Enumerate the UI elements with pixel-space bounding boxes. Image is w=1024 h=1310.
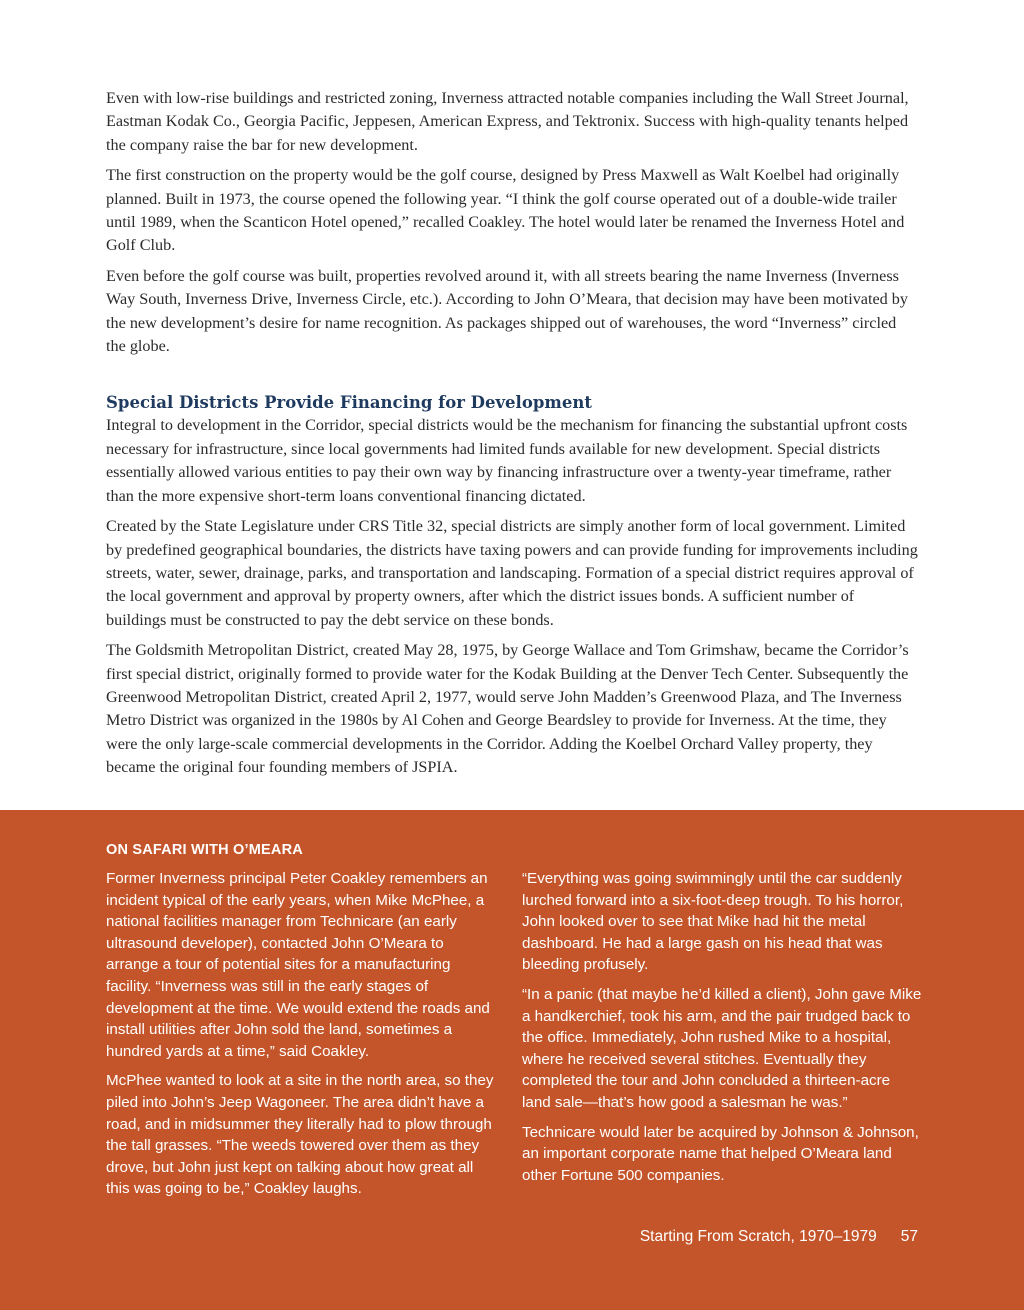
sidebar-column-right — [522, 868, 922, 1194]
body-paragraph: Even before the golf course was built, properties revolved around it, with all streets bearing the name Inverness (Inverness Way South, Inverness Drive, Inverness Circle, etc.). According to John O’Meara, that decision may have been motivated by the new development’s desire for name recognition. As packages shipped out of warehouses, the word “Inverness” circled the globe. — [106, 266, 908, 356]
page-number: 57 — [900, 1228, 918, 1245]
body-paragraph: Created by the State Legislature under CRS Title 32, special districts are simply another form of local government. Limited by predefined geographical boundaries, the districts have taxing powers and can provide funding for improvements including streets, water, sewer, drainage, parks, and transportation and landscaping. Formation of a special district requires approval of the local government and approval by property owners, after which the district issues bonds. A sufficient number of buildings must be constructed to pay the debt service on these bonds. — [106, 517, 918, 629]
section-heading: Special Districts Provide Financing for Development — [106, 393, 592, 413]
body-paragraph: The first construction on the property would be the golf course, designed by Press Maxwell as Walt Koelbel had originally planned. Built in 1973, the course opened the following year. “I think the golf course operated out of a double-wide trailer until 1989, when the Scanticon Hotel opened,” recalled Coakley. The hotel would later be renamed the Inverness Hotel and Golf Club. — [106, 166, 905, 255]
sidebar-paragraph: “In a panic (that maybe he’d killed a client), John gave Mike a handkerchief, took his arm, and the pair trudged back to the office. Immediately, John rushed Mike to a hospital, where he received several stitches. Eventually they completed the tour and John concluded a thirteen-acre land sale—that’s how good a salesman he was.” — [522, 985, 922, 1111]
sidebar-paragraph: “Everything was going swimmingly until the car suddenly lurched forward into a six-foot-deep trough. To his horror, John looked over to see that Mike had hit the metal dashboard. He had a large gash on his head that was bleeding profusely. — [522, 870, 904, 974]
page-footer — [640, 1228, 918, 1246]
body-paragraph: Integral to development in the Corridor, special districts would be the mechanism for financing the substantial upfront costs necessary for infrastructure, since local governments had limited funds available for new development. Special districts essentially allowed various entities to pay their own way by financing infrastructure over a twenty-year timeframe, rather than the more expensive short-term loans conventional financing dictated. — [106, 416, 908, 505]
running-title: Starting From Scratch, 1970–1979 — [639, 1228, 877, 1245]
body-paragraph: The Goldsmith Metropolitan District, created May 28, 1975, by George Wallace and Tom Grimshaw, became the Corridor’s first special district, originally formed to provide water for the Kodak Building at the Denver Tech Center. Subsequently the Greenwood Metropolitan District, created April 2, 1977, would serve John Madden’s Greenwood Plaza, and The Inverness Metro District was organized in the 1980s by Al Cohen and George Beardsley to provide for Inverness. At the time, they were the only large-scale commercial developments in the Corridor. Adding the Koelbel Orchard Valley property, they became the original four founding members of JSPIA. — [106, 641, 909, 777]
sidebar-title: ON SAFARI WITH O’MEARA — [106, 842, 303, 858]
main-text — [106, 87, 918, 787]
sidebar-paragraph: Technicare would later be acquired by Johnson & Johnson, an important corporate name that helped O’Meara land other Fortune 500 companies. — [522, 1123, 919, 1184]
sidebar-box — [0, 810, 1024, 1310]
sidebar-column-left — [106, 868, 498, 1208]
body-paragraph: Even with low-rise buildings and restricted zoning, Inverness attracted notable companies including the Wall Street Journal, Eastman Kodak Co., Georgia Pacific, Jeppesen, American Express, and Tektronix. Success with high-quality tenants helped the company raise the bar for new development. — [106, 89, 909, 154]
sidebar-paragraph: Former Inverness principal Peter Coakley remembers an incident typical of the early years, when Mike McPhee, a national facilities manager from Technicare (an early ultrasound developer), contacted John O’Meara to arrange a tour of potential sites for a manufacturing facility. “Inverness was still in the early stages of development at the time. We would extend the roads and install utilities after John sold the land, sometimes a hundred yards at a time,” said Coakley. — [106, 870, 490, 1060]
sidebar-paragraph: McPhee wanted to look at a site in the north area, so they piled into John’s Jeep Wagoneer. The area didn’t have a road, and in midsummer they literally had to plow through the tall grasses. “The weeds towered over them as they drove, but John just kept on talking about how great all this was going to be,” Coakley laughs. — [106, 1072, 494, 1198]
